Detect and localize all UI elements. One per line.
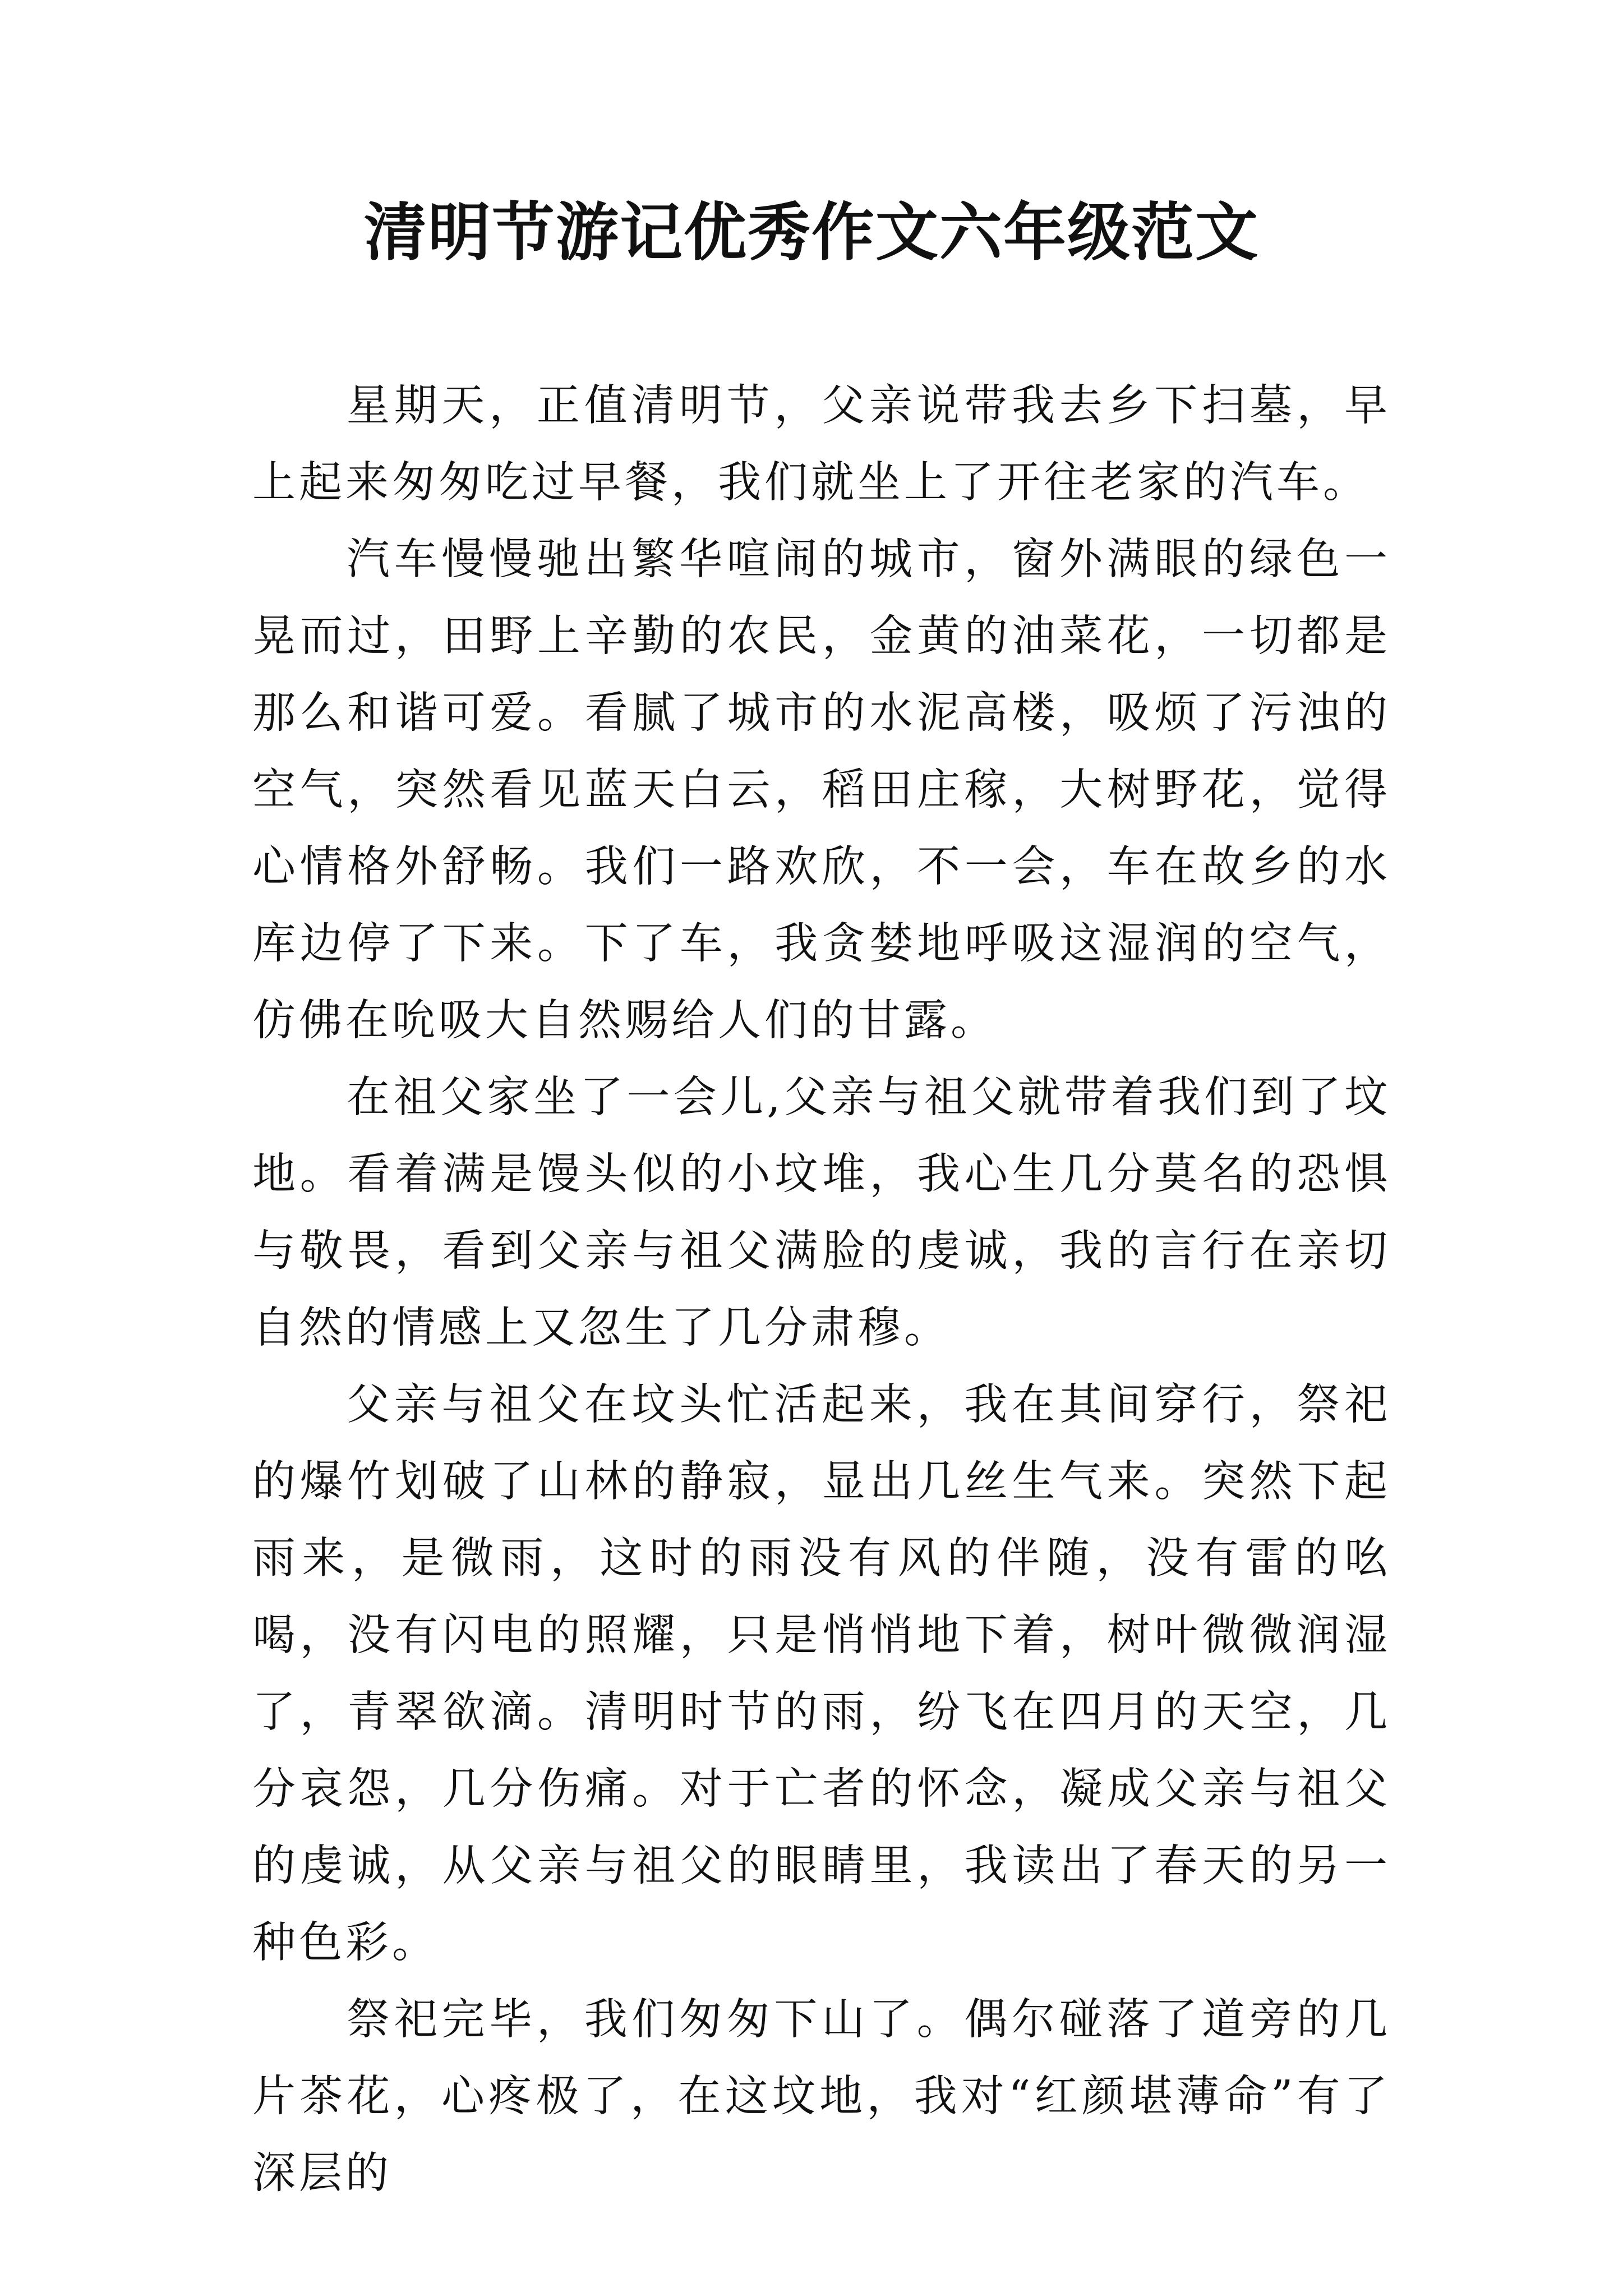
paragraph-1: 星期天，正值清明节，父亲说带我去乡下扫墓，早上起来匆匆吃过早餐，我们就坐上了开往老家的汽车。	[252, 381, 1391, 508]
paragraph-5: 祭祀完毕，我们匆匆下山了。偶尔碰落了道旁的几片茶花，心疼极了，在这坟地，我对“红颜堪薄命”有了深层的	[252, 1995, 1391, 2198]
paragraph-2: 汽车慢慢驰出繁华喧闹的城市，窗外满眼的绿色一晃而过，田野上辛勤的农民，金黄的油菜花，一切都是那么和谐可爱。看腻了城市的水泥高楼，吸烦了污浊的空气，突然看见蓝天白云，稻田庄稼，大树野花，觉得心情格外舒畅。我们一路欢欣，不一会，车在故乡的水库边停了下来。下了车，我贪婪地呼吸这湿润的空气，仿佛在吮吸大自然赐给人们的甘露。	[252, 535, 1391, 1046]
paragraph-4: 父亲与祖父在坟头忙活起来，我在其间穿行，祭祀的爆竹划破了山林的静寂，显出几丝生气来。突然下起雨来，是微雨，这时的雨没有风的伴随，没有雷的吆喝，没有闪电的照耀，只是悄悄地下着，树叶微微润湿了，青翠欲滴。清明时节的雨，纷飞在四月的天空，几分哀怨，几分伤痛。对于亡者的怀念，凝成父亲与祖父的虔诚，从父亲与祖父的眼睛里，我读出了春天的另一种色彩。	[252, 1380, 1391, 1968]
paragraph-3: 在祖父家坐了一会儿,父亲与祖父就带着我们到了坟地。看着满是馒头似的小坟堆，我心生几分莫名的恐惧与敬畏，看到父亲与祖父满脸的虔诚，我的言行在亲切自然的情感上又忽生了几分肃穆。	[252, 1073, 1391, 1353]
document-title: 清明节游记优秀作文六年级范文	[364, 196, 1259, 269]
document-body	[252, 367, 1391, 2212]
